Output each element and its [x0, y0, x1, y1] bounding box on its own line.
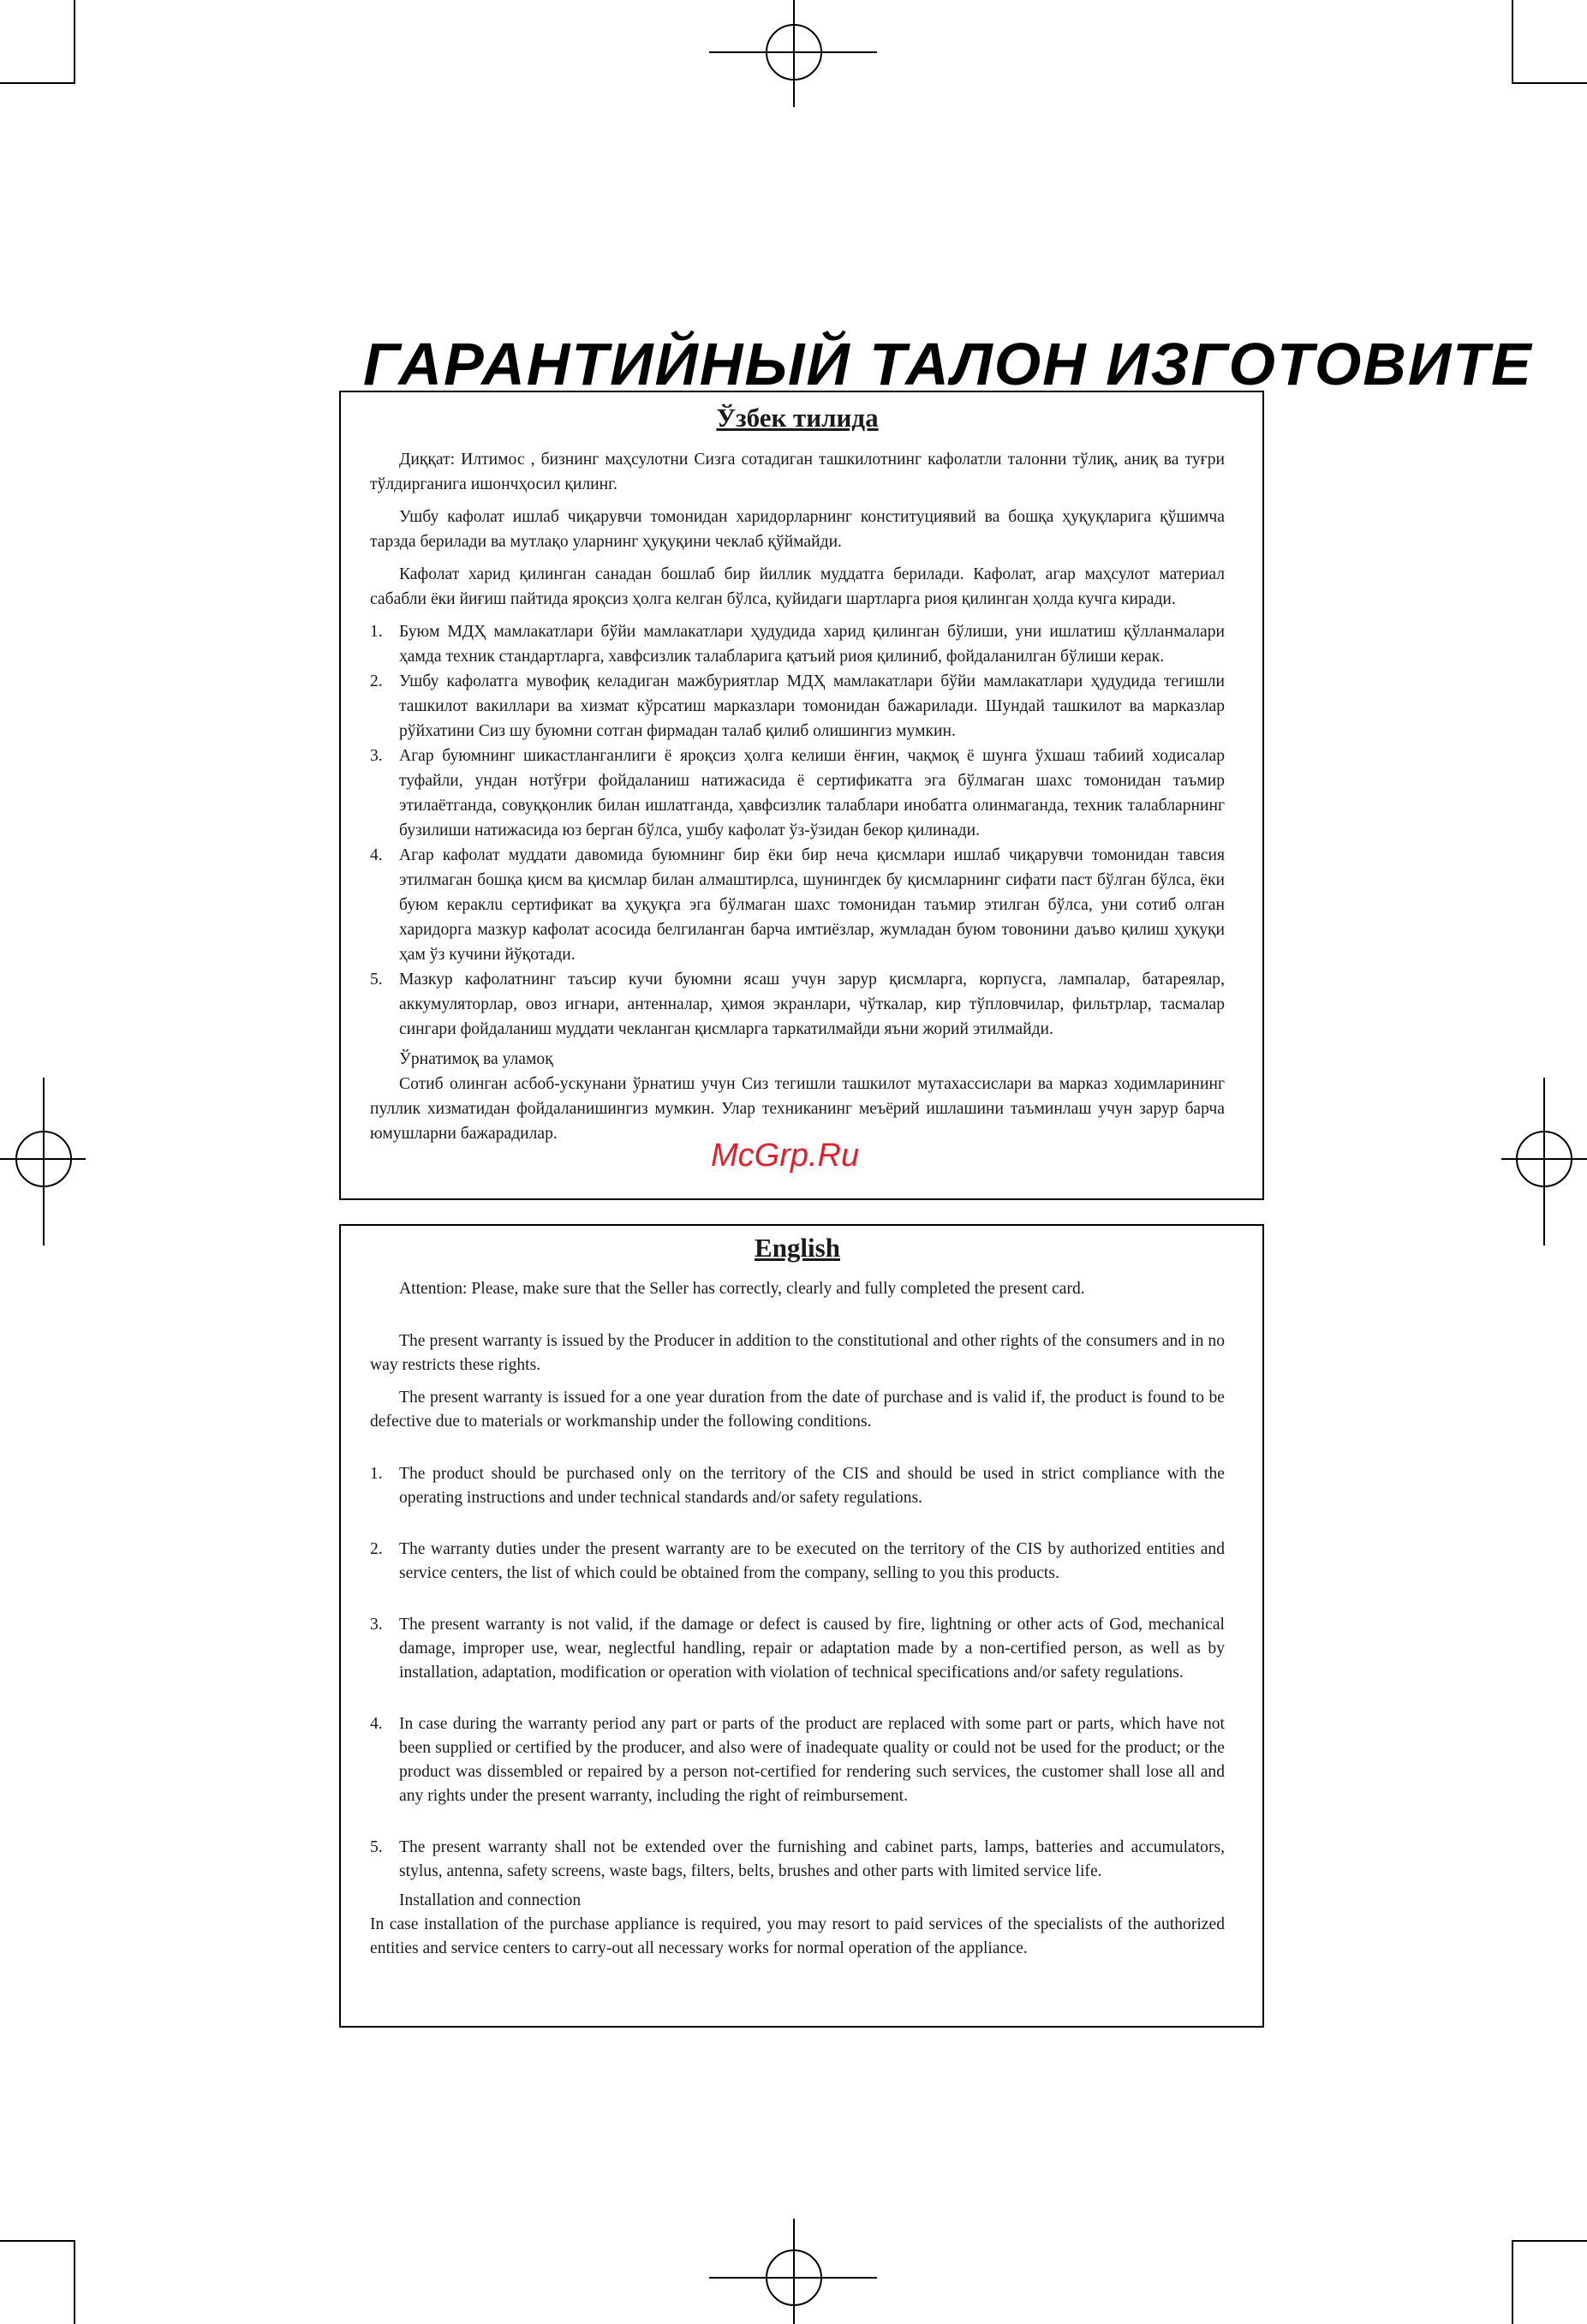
- uzbek-heading: Ўзбек тилида: [716, 403, 879, 433]
- list-item: 3. Агар буюмнинг шикастланганлиги ё яроқсиз ҳолга келиши ёнғин, чақмоқ ё шунга ўхшаш табиий ходисалар туфайли, ундан нотўғри фойдаланиш натижасида ё сертификатга эга бўлмаган шахс томонидан таъмир этилаётганда, совуққонлик билан ишлатганда, ҳавфсизлик талаблари инобатга олинмаганда, техник талабларнинг бузилиши натижасида юз берган бўлса, ушбу кафолат ўз-ўзидан бекор қилинади.: [370, 747, 1225, 839]
- english-install-heading: Installation and connection: [399, 1891, 582, 1909]
- list-item: 4. In case during the warranty period any part or parts of the product are replaced with some part or parts, which have not been supplied or certified by the producer, and also were of inadequate quality or could not be used for the product; or the product was dissembled or repaired by a person not-certified for rendering such services, the customer shall lose all and any rights under the present warranty, including the right of reimbursement.: [370, 1715, 1225, 1805]
- english-paragraph: Attention: Please, make sure that the Seller has correctly, clearly and fully completed the present card.: [399, 1280, 1085, 1298]
- uzbek-paragraph: Кафолат харид қилинган санадан бошлаб бир йиллик муддатга берилади. Кафолат, агар маҳсулот материал сабабли ёки йиғиш пайтида яроқсиз ҳолга келган бўлса, қуйидаги шартларга риоя қилинган ҳолда кучга киради.: [370, 565, 1225, 608]
- list-item: 5. Мазкур кафолатнинг таъсир кучи буюмни ясаш учун зарур қисмларга, корпусга, лампалар, батареялар, аккумуляторлар, овоз игнари, антенналар, ҳимоя экранлари, чўткалар, кир тўпловчилар, фильтрлар, тасмалар сингари фойдаланиш муддати чекланган қисмларга таркатилмайди яъни жорий этилмайди.: [370, 971, 1225, 1038]
- list-item: 3. The present warranty is not valid, if the damage or defect is caused by fire, lightning or other acts of God, mechanical damage, improper use, wear, neglectful handling, repair or adaptation made by a non-certified person, as well as by installation, adaptation, modification or operation with violation of technical specifications and/or safety regulations.: [370, 1616, 1225, 1682]
- list-item: 1. Буюм МДҲ мамлакатлари бўйи мамлакатлари ҳудудида харид қилинган бўлиши, уни ишлатиш қўлланмалари ҳамда техник стандартларга, хавфсизлик талабларига қатъий риоя қилиниб, фойдаланилган бўлиши керак.: [370, 623, 1225, 666]
- english-paragraph: The present warranty is issued for a one year duration from the date of purchase and is valid if, the product is found to be defective due to materials or workmanship under the following conditions.: [370, 1389, 1225, 1431]
- english-install-text: In case installation of the purchase appliance is required, you may resort to paid services of the specialists of the authorized entities and service centers to carry-out all necessary works for normal operation of the appliance.: [370, 1915, 1225, 1957]
- english-conditions-list: [370, 1462, 1225, 1884]
- uzbek-paragraph: Диққат: Илтимос , бизнинг маҳсулотни Сизга сотадиган ташкилотнинг кафолатли талонни тўлиқ, аниқ ва туғри тўлдирганига ишончҳосил қилинг.: [370, 451, 1225, 493]
- list-item: 4. Агар кафолат муддати давомида буюмнинг бир ёки бир неча қисмлари ишлаб чиқарувчи томонидан тавсия этилмаган бошқа қисм ва қисмлар билан алмаштирлса, шунингдек бу қисмларнинг сифати паст бўлган бўлса, ёки буюм кераклu сертификат ва ҳуқуқга эга бўлмаган шахс томонидан таъмир этилган бўлса, уни сотиб олган харидорга мазкур кафолат асосида белгиланган барча имтиёзлар, жумладан буюм товонини даъво қилиш ҳуқуқи ҳам ўз кучини йўқотади.: [370, 846, 1225, 964]
- registration-mark-right: [1516, 1131, 1572, 1187]
- list-item: 2. The warranty duties under the present warranty are to be executed on the territory of the CIS by authorized entities and service centers, the list of which could be obtained from the company, selling to you this products.: [370, 1540, 1225, 1582]
- registration-mark-left: [15, 1131, 72, 1187]
- registration-mark-bottom: [766, 2249, 822, 2306]
- list-item: 1. The product should be purchased only on the territory of the CIS and should be used in strict compliance with the operating instructions and under technical standards and/or safety regulations.: [370, 1465, 1225, 1507]
- uzbek-warranty-section: [339, 391, 1264, 1200]
- page-title: ГАРАНТИЙНЫЙ ТАЛОН ИЗГОТОВИТЕ: [363, 331, 1533, 397]
- registration-mark-top: [766, 24, 822, 81]
- list-item: 2. Ушбу кафолатга мувофиқ келадиган мажбуриятлар МДҲ мамлакатлари бўйи мамлакатлари ҳудудида тегишли ташкилот вакиллари ва хизмат кўрсатиш марказлари томонидан бажарилади. Шундай ташкилот ва марказлар рўйхатини Сиз шу буюмни сотган фирмадан талаб қилиб олишингиз мумкин.: [370, 672, 1225, 740]
- uzbek-paragraph: Ушбу кафолат ишлаб чиқарувчи томонидан харидорларнинг конституциявий ва бошқа ҳуқуқларига қўшимча тарзда берилади ва мутлақо уларнинг ҳуқуқини чеклаб қўймайди.: [370, 508, 1225, 551]
- uzbek-install-heading: Ўрнатимоқ ва уламоқ: [399, 1050, 553, 1068]
- english-paragraph: The present warranty is issued by the Producer in addition to the constitutional and other rights of the consumers and in no way restricts these rights.: [370, 1332, 1225, 1374]
- english-heading: English: [755, 1233, 840, 1263]
- list-item: 5. The present warranty shall not be extended over the furnishing and cabinet parts, lamps, batteries and accumulators, stylus, antenna, safety screens, waste bags, filters, belts, brushes and other parts with limited service life.: [370, 1838, 1225, 1880]
- watermark: McGrp.Ru: [711, 1138, 860, 1174]
- english-warranty-section: [339, 1224, 1264, 2028]
- uzbek-conditions-list: [370, 619, 1225, 1042]
- uzbek-install-text: Сотиб олинган асбоб-ускунани ўрнатиш учун Сиз тегишли ташкилот мутахассислари ва марказ ходимларининг пуллик хизматидан фойдаланишингиз мумкин. Улар техниканинг меъёрий ишлашини таъминлаш учун зарур барча юмушларни бажарадилар.: [370, 1075, 1225, 1143]
